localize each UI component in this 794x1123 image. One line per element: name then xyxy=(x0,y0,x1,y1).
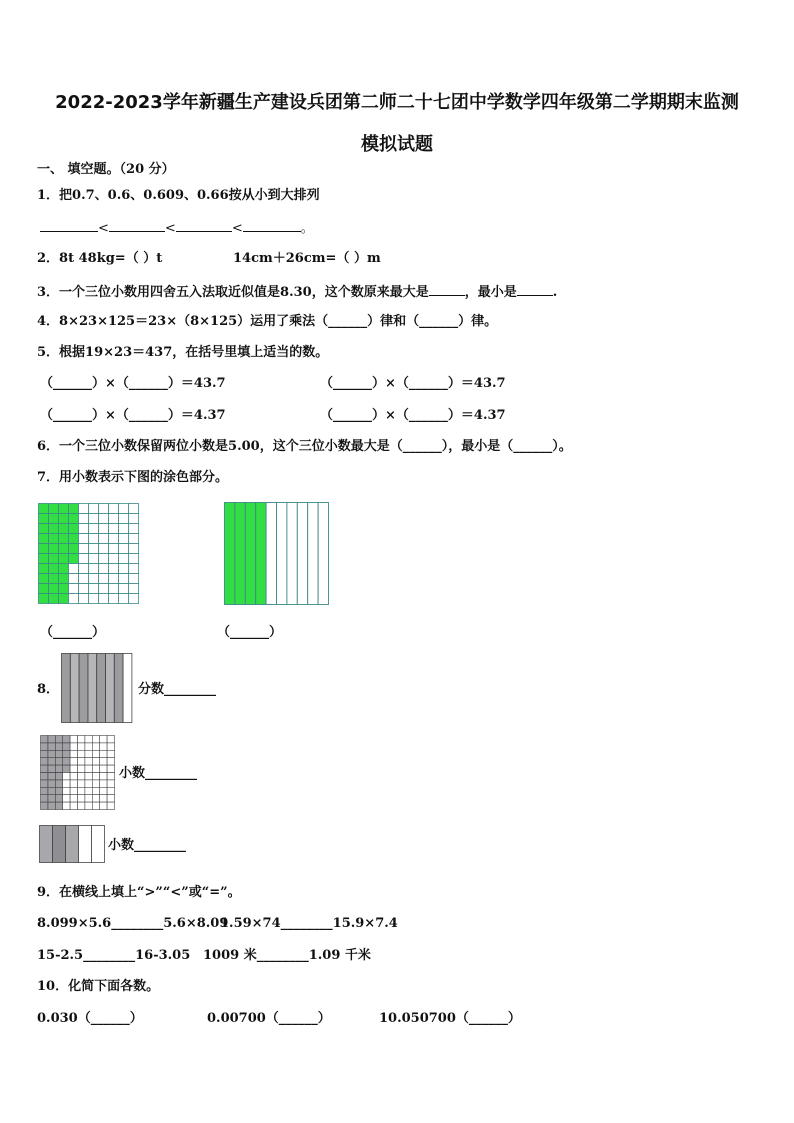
grid-cell-shaded xyxy=(55,787,62,794)
column xyxy=(297,503,307,605)
question-9-d: 1009 米________1.09 千米 xyxy=(203,948,371,963)
question-3: 3．一个三位小数用四舍五入法取近似值是8.30，这个数原来最大是 ，最小是 . xyxy=(37,285,558,300)
grid-cell xyxy=(78,773,85,780)
grid-cell xyxy=(129,534,139,544)
grid-cell xyxy=(70,780,77,787)
column xyxy=(308,503,318,605)
grid-cell xyxy=(78,736,85,743)
grid-cell xyxy=(89,594,99,604)
question-8-label-1: 分数________ xyxy=(138,682,217,697)
grid-cell-shaded xyxy=(39,584,49,594)
grid-cell-shaded xyxy=(39,504,49,514)
grid-cell-shaded xyxy=(55,802,62,809)
grid-cell xyxy=(119,594,129,604)
grid-cell xyxy=(79,574,89,584)
grid-cell-shaded xyxy=(41,750,48,757)
grid-cell xyxy=(85,787,92,794)
grid-cell xyxy=(92,787,99,794)
question-5: 5．根据19×23＝437，在括号里填上适当的数。 xyxy=(37,345,329,360)
grid-cell xyxy=(78,795,85,802)
grid-cell xyxy=(70,765,77,772)
grid-cell xyxy=(119,544,129,554)
question-8-number: 8． xyxy=(37,682,60,697)
grid-cell-shaded xyxy=(69,504,79,514)
grid-cell-shaded xyxy=(55,773,62,780)
grid-cell xyxy=(119,504,129,514)
grid-cell xyxy=(89,544,99,554)
grid-cell-shaded xyxy=(49,534,59,544)
grid-cell xyxy=(107,765,114,772)
bar-segment-shaded xyxy=(66,826,79,863)
grid-cell xyxy=(107,750,114,757)
grid-cell xyxy=(85,802,92,809)
grid-cell-shaded xyxy=(48,773,55,780)
question-9: 9．在横线上填上“>”“<”或“=”。 xyxy=(37,885,241,900)
grid-cell xyxy=(89,524,99,534)
grid-cell-shaded xyxy=(59,534,69,544)
grid-cell xyxy=(89,534,99,544)
grid-cell xyxy=(63,780,70,787)
answer-blank[interactable] xyxy=(176,219,232,232)
grid-cell xyxy=(92,758,99,765)
question-5-row-1b: （______）×（______）＝43.7 xyxy=(320,376,506,391)
grid-cell-shaded xyxy=(63,758,70,765)
strip-column-shaded xyxy=(106,654,115,723)
grid-cell xyxy=(107,773,114,780)
grid-cell-shaded xyxy=(48,802,55,809)
question-8-label-3: 小数________ xyxy=(108,838,187,853)
column-shaded xyxy=(235,503,245,605)
column xyxy=(277,503,287,605)
question-10: 10．化简下面各数。 xyxy=(37,979,160,994)
grid-cell xyxy=(100,750,107,757)
grid-cell xyxy=(100,765,107,772)
answer-blank[interactable] xyxy=(40,219,98,232)
grid-cell xyxy=(79,554,89,564)
strip-column-shaded xyxy=(97,654,106,723)
question-8-label-2: 小数________ xyxy=(119,766,198,781)
grid-cell-shaded xyxy=(59,584,69,594)
grid-cell xyxy=(129,504,139,514)
grid-cell xyxy=(109,584,119,594)
hundred-grid-figure xyxy=(38,503,139,604)
bar-segment-shaded xyxy=(40,826,53,863)
grid-cell xyxy=(85,780,92,787)
grid-cell xyxy=(69,594,79,604)
grid-cell xyxy=(70,750,77,757)
grid-cell xyxy=(99,504,109,514)
grid-cell xyxy=(92,750,99,757)
grid-cell-shaded xyxy=(39,574,49,584)
grid-cell-shaded xyxy=(49,574,59,584)
grid-cell xyxy=(107,802,114,809)
grid-cell xyxy=(99,554,109,564)
grid-cell xyxy=(100,758,107,765)
question-9-b: 1.59×74________15.9×7.4 xyxy=(220,916,398,931)
grid-cell xyxy=(109,514,119,524)
answer-blank[interactable] xyxy=(517,283,553,296)
strip-column-shaded xyxy=(70,654,79,723)
grid-cell xyxy=(63,787,70,794)
grid-cell-shaded xyxy=(41,773,48,780)
grid-cell-shaded xyxy=(55,780,62,787)
grid-cell-shaded xyxy=(55,795,62,802)
grid-cell-shaded xyxy=(59,564,69,574)
grid-cell xyxy=(85,736,92,743)
grid-cell xyxy=(109,544,119,554)
grid-cell-shaded xyxy=(49,524,59,534)
grid-cell xyxy=(107,780,114,787)
grid-cell xyxy=(79,544,89,554)
grid-cell xyxy=(99,584,109,594)
answer-blank[interactable] xyxy=(429,283,465,296)
grid-cell-shaded xyxy=(39,544,49,554)
question-7-answer-2: （______） xyxy=(217,625,283,640)
grid-cell xyxy=(70,758,77,765)
question-9-c: 15-2.5________16-3.05 xyxy=(37,948,191,963)
grid-cell xyxy=(107,743,114,750)
grid-cell-shaded xyxy=(63,736,70,743)
grid-cell xyxy=(92,773,99,780)
grid-cell-shaded xyxy=(48,743,55,750)
question-9-a: 8.099×5.6________5.6×8.09 xyxy=(37,916,229,931)
grid-cell-shaded xyxy=(59,594,69,604)
grid-cell xyxy=(89,514,99,524)
grid-cell xyxy=(100,780,107,787)
grid-cell xyxy=(107,758,114,765)
question-2-part-2: 14cm＋26cm=（ ）m xyxy=(233,251,381,266)
grid-cell xyxy=(100,743,107,750)
grid-cell xyxy=(109,594,119,604)
grid-cell xyxy=(69,564,79,574)
question-5-row-1a: （______）×（______）＝43.7 xyxy=(40,376,226,391)
question-1-answer-row: < < < 。 xyxy=(40,219,314,237)
grid-cell xyxy=(99,544,109,554)
grid-cell-shaded xyxy=(48,758,55,765)
grid-cell xyxy=(107,736,114,743)
grid-cell-shaded xyxy=(41,802,48,809)
grid-cell xyxy=(63,795,70,802)
grid-cell xyxy=(129,564,139,574)
bar-segment xyxy=(79,826,92,863)
grid-cell-shaded xyxy=(55,743,62,750)
grid-cell-shaded xyxy=(39,514,49,524)
grid-cell xyxy=(92,802,99,809)
grid-cell xyxy=(89,554,99,564)
bar-segment xyxy=(92,826,105,863)
grid-cell-shaded xyxy=(41,795,48,802)
grid-cell-shaded xyxy=(41,780,48,787)
grid-cell-shaded xyxy=(39,554,49,564)
grid-cell xyxy=(129,594,139,604)
section-heading: 一、 填空题。（20 分） xyxy=(37,162,175,177)
grid-cell xyxy=(63,802,70,809)
grid-cell xyxy=(99,514,109,524)
column xyxy=(266,503,276,605)
grid-cell xyxy=(99,574,109,584)
grid-cell xyxy=(119,534,129,544)
answer-blank[interactable] xyxy=(243,219,301,232)
grid-cell-shaded xyxy=(48,736,55,743)
grid-cell xyxy=(78,802,85,809)
grid-cell xyxy=(70,802,77,809)
grid-cell xyxy=(70,736,77,743)
column-shaded xyxy=(256,503,266,605)
grid-cell xyxy=(100,795,107,802)
grid-cell xyxy=(89,504,99,514)
grid-cell xyxy=(92,743,99,750)
grid-cell-shaded xyxy=(63,765,70,772)
tenths-strip-figure xyxy=(224,502,330,606)
grid-cell-shaded xyxy=(48,780,55,787)
shaded-strip-figure xyxy=(61,653,133,723)
grid-cell xyxy=(85,795,92,802)
question-2-part-1: 2．8t 48kg=（ ）t xyxy=(37,251,163,266)
grid-cell xyxy=(99,524,109,534)
grid-cell xyxy=(79,514,89,524)
grid-cell-shaded xyxy=(39,524,49,534)
grid-cell-shaded xyxy=(69,524,79,534)
grid-cell-shaded xyxy=(49,514,59,524)
grid-cell-shaded xyxy=(49,504,59,514)
grid-cell xyxy=(129,514,139,524)
grid-cell-shaded xyxy=(48,765,55,772)
grid-cell xyxy=(119,514,129,524)
question-10-c: 10.050700（______） xyxy=(379,1011,521,1026)
grid-cell xyxy=(129,524,139,534)
grid-cell xyxy=(63,773,70,780)
grid-cell-shaded xyxy=(41,736,48,743)
grid-cell xyxy=(79,594,89,604)
grid-cell-shaded xyxy=(41,743,48,750)
grid-cell xyxy=(129,584,139,594)
grid-cell-shaded xyxy=(39,594,49,604)
strip-column-shaded xyxy=(114,654,123,723)
column xyxy=(318,503,328,605)
grid-cell-shaded xyxy=(48,750,55,757)
grid-cell xyxy=(99,594,109,604)
grid-cell-shaded xyxy=(49,554,59,564)
grid-cell xyxy=(119,524,129,534)
grid-cell-shaded xyxy=(69,534,79,544)
column-shaded xyxy=(245,503,255,605)
grid-cell xyxy=(85,758,92,765)
question-7: 7．用小数表示下图的涂色部分。 xyxy=(37,470,229,485)
grid-cell xyxy=(92,736,99,743)
grid-cell xyxy=(109,534,119,544)
grid-cell xyxy=(89,584,99,594)
grid-cell xyxy=(70,787,77,794)
grid-cell xyxy=(129,574,139,584)
grid-cell xyxy=(78,765,85,772)
grid-cell xyxy=(85,773,92,780)
grid-cell-shaded xyxy=(48,787,55,794)
grid-cell xyxy=(109,574,119,584)
grid-cell-shaded xyxy=(41,758,48,765)
strip-column-shaded xyxy=(79,654,88,723)
grid-cell-shaded xyxy=(55,736,62,743)
answer-blank[interactable] xyxy=(109,219,165,232)
grid-cell xyxy=(79,504,89,514)
grid-cell-shaded xyxy=(55,750,62,757)
grid-cell-shaded xyxy=(49,594,59,604)
grid-cell xyxy=(100,773,107,780)
grid-cell xyxy=(119,554,129,564)
strip-column xyxy=(123,654,132,723)
grid-cell-shaded xyxy=(59,574,69,584)
column xyxy=(287,503,297,605)
column-shaded xyxy=(225,503,235,605)
grid-cell xyxy=(119,584,129,594)
grid-cell xyxy=(70,773,77,780)
grid-cell xyxy=(89,574,99,584)
grid-cell xyxy=(92,765,99,772)
grid-cell xyxy=(79,584,89,594)
grid-cell xyxy=(78,780,85,787)
shaded-grid-figure xyxy=(40,735,115,810)
strip-column-shaded xyxy=(62,654,71,723)
strip-column-shaded xyxy=(88,654,97,723)
grid-cell-shaded xyxy=(63,743,70,750)
grid-cell-shaded xyxy=(41,765,48,772)
grid-cell-shaded xyxy=(41,787,48,794)
grid-cell xyxy=(109,564,119,574)
question-5-row-2b: （______）×（______）＝4.37 xyxy=(320,408,506,423)
question-1: 1．把0.7、0.6、0.609、0.66按从小到大排列 xyxy=(37,188,320,203)
grid-cell xyxy=(109,554,119,564)
grid-cell-shaded xyxy=(63,750,70,757)
grid-cell xyxy=(129,544,139,554)
grid-cell xyxy=(70,743,77,750)
grid-cell-shaded xyxy=(59,554,69,564)
grid-cell xyxy=(78,750,85,757)
grid-cell-shaded xyxy=(39,534,49,544)
grid-cell-shaded xyxy=(49,584,59,594)
grid-cell-shaded xyxy=(55,765,62,772)
grid-cell xyxy=(79,564,89,574)
question-7-answer-1: （______） xyxy=(40,625,106,640)
grid-cell xyxy=(70,795,77,802)
grid-cell xyxy=(119,564,129,574)
grid-cell xyxy=(89,564,99,574)
grid-cell-shaded xyxy=(69,544,79,554)
question-5-row-2a: （______）×（______）＝4.37 xyxy=(40,408,226,423)
grid-cell-shaded xyxy=(55,758,62,765)
question-10-b: 0.00700（______） xyxy=(207,1011,331,1026)
grid-cell-shaded xyxy=(59,504,69,514)
grid-cell xyxy=(107,795,114,802)
grid-cell-shaded xyxy=(49,564,59,574)
page-title: 2022-2023学年新疆生产建设兵团第二师二十七团中学数学四年级第二学期期末监测 xyxy=(55,92,739,113)
grid-cell xyxy=(100,802,107,809)
grid-cell xyxy=(100,787,107,794)
grid-cell xyxy=(85,750,92,757)
grid-cell xyxy=(109,504,119,514)
grid-cell xyxy=(129,554,139,564)
grid-cell xyxy=(85,765,92,772)
grid-cell-shaded xyxy=(49,544,59,554)
grid-cell-shaded xyxy=(59,524,69,534)
grid-cell xyxy=(69,574,79,584)
grid-cell-shaded xyxy=(39,564,49,574)
grid-cell xyxy=(99,534,109,544)
grid-cell xyxy=(78,787,85,794)
question-6: 6．一个三位小数保留两位小数是5.00，这个三位小数最大是（______），最小是（______）。 xyxy=(37,439,572,454)
shaded-bar-figure xyxy=(39,825,105,863)
bar-segment-shaded xyxy=(53,826,66,863)
grid-cell xyxy=(109,524,119,534)
grid-cell xyxy=(78,758,85,765)
question-4: 4．8×23×125＝23×（8×125）运用了乘法（______）律和（______）律。 xyxy=(37,314,498,329)
grid-cell xyxy=(69,584,79,594)
grid-cell xyxy=(92,795,99,802)
grid-cell-shaded xyxy=(48,795,55,802)
grid-cell xyxy=(85,743,92,750)
grid-cell xyxy=(99,564,109,574)
grid-cell-shaded xyxy=(59,514,69,524)
grid-cell xyxy=(107,787,114,794)
question-10-a: 0.030（______） xyxy=(37,1011,143,1026)
grid-cell xyxy=(100,736,107,743)
grid-cell-shaded xyxy=(59,544,69,554)
grid-cell-shaded xyxy=(69,514,79,524)
grid-cell xyxy=(79,534,89,544)
grid-cell xyxy=(92,780,99,787)
page-title-line2: 模拟试题 xyxy=(361,134,433,155)
grid-cell-shaded xyxy=(69,554,79,564)
grid-cell xyxy=(119,574,129,584)
grid-cell xyxy=(79,524,89,534)
grid-cell xyxy=(78,743,85,750)
